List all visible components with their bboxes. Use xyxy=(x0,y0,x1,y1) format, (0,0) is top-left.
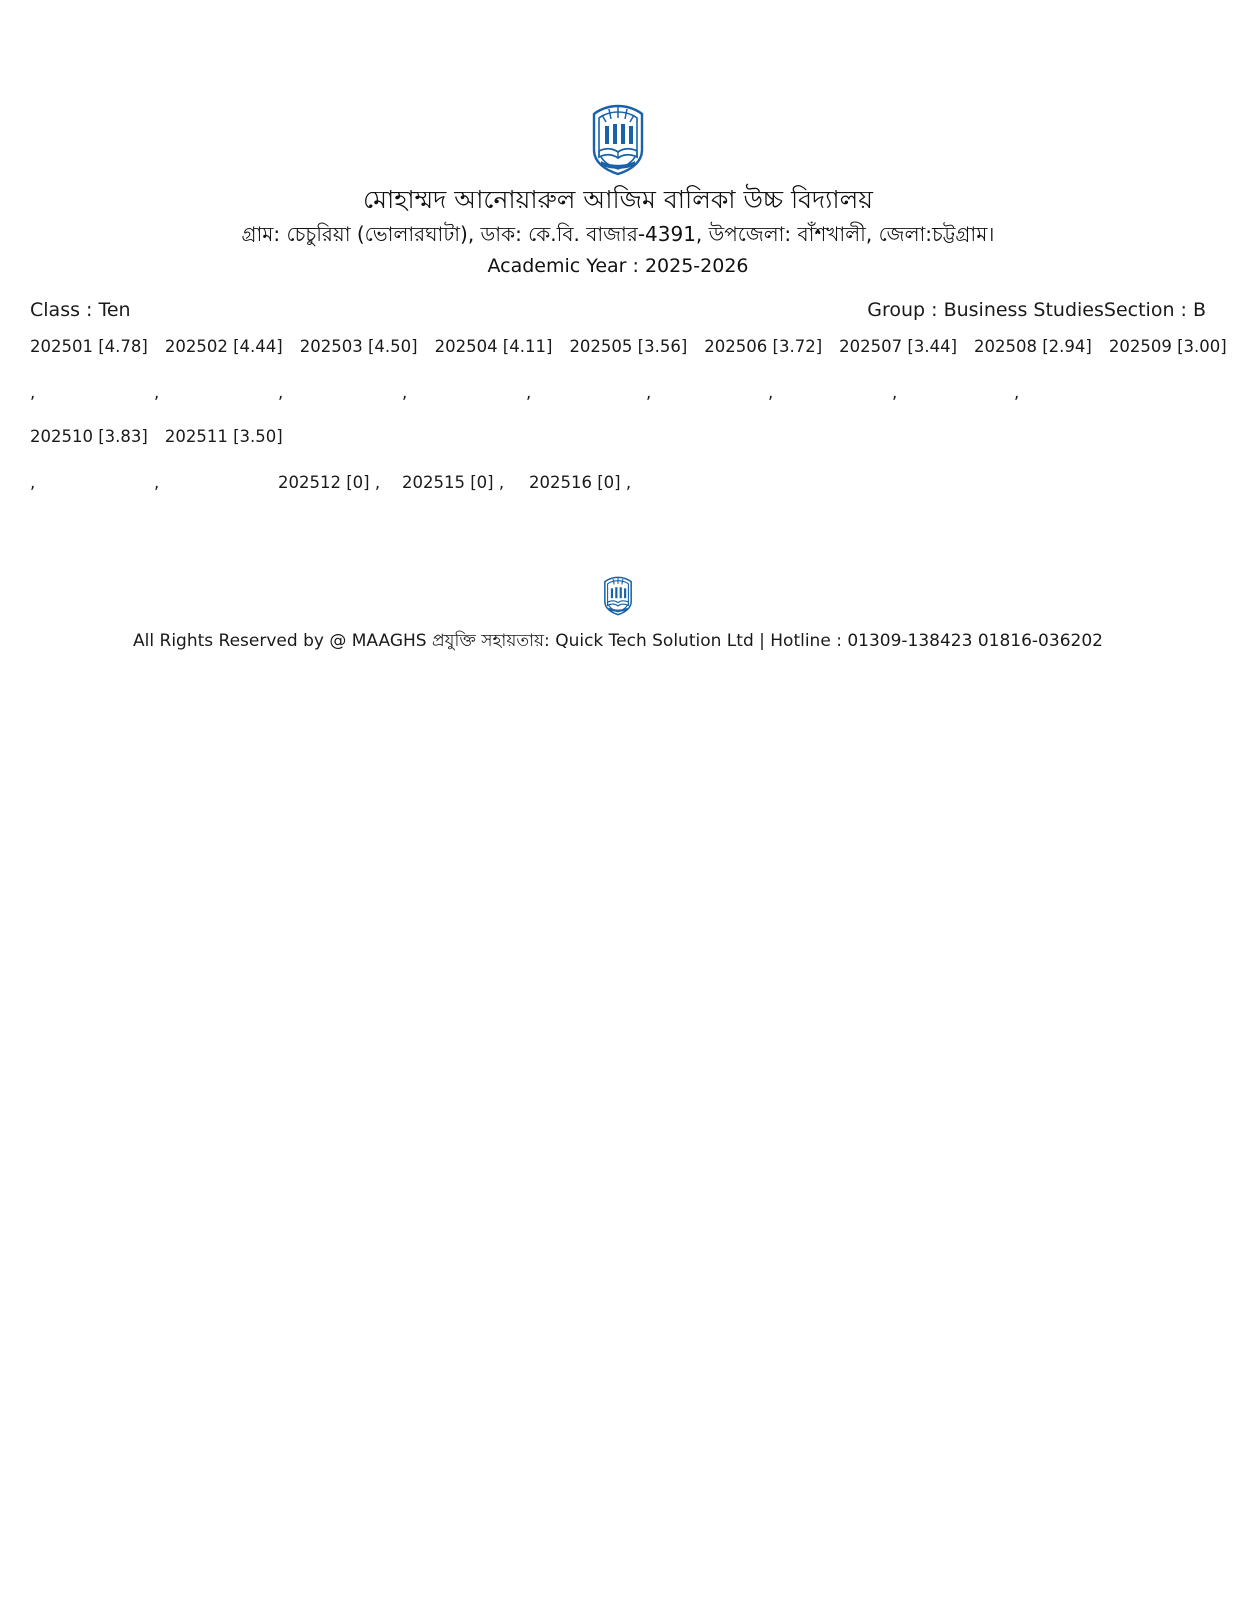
roll-item: 202511 [3.50] xyxy=(164,427,283,447)
group-label: Group : Business Studies xyxy=(867,298,1104,321)
roll-item: 202501 [4.78] xyxy=(30,336,148,356)
class-label: Class : Ten xyxy=(30,298,131,321)
school-address: গ্রাম: চেচুরিয়া (ভোলারঘাটা), ডাক: কে.বি. বাজার-4391, উপজেলা: বাঁশখালী, জেলা:চট্টগ্রাম। xyxy=(241,222,995,247)
roll-item: 202515 [0] , xyxy=(402,473,505,493)
roll-item: 202505 [3.56] xyxy=(569,336,688,356)
roll-separator: , xyxy=(1014,382,1020,402)
roll-list xyxy=(30,336,1227,493)
document-header xyxy=(30,0,1206,279)
roll-separator: , xyxy=(278,382,284,402)
school-crest-icon xyxy=(601,576,635,616)
roll-separator: , xyxy=(402,382,408,402)
roll-item: 202503 [4.50] xyxy=(299,336,418,356)
roll-item: 202516 [0] , xyxy=(529,473,632,493)
roll-separator: , xyxy=(646,382,652,402)
roll-separator: , xyxy=(30,382,36,402)
document-footer xyxy=(30,576,1206,652)
roll-separator: , xyxy=(30,473,36,493)
roll-item: 202509 [3.00] xyxy=(1108,336,1227,356)
roll-row-2 xyxy=(30,427,1206,447)
class-meta-row xyxy=(30,299,1206,321)
school-name: মোহাম্মদ আনোয়ারুল আজিম বালিকা উচ্চ বিদ্যালয় xyxy=(362,185,874,214)
group-section-wrap xyxy=(867,299,1206,321)
roll-item: 202507 [3.44] xyxy=(839,336,958,356)
roll-item: 202512 [0] , xyxy=(278,473,381,493)
roll-item: 202502 [4.44] xyxy=(164,336,283,356)
roll-separator: , xyxy=(892,382,898,402)
roll-separator: , xyxy=(154,473,160,493)
roll-item: 202510 [3.83] xyxy=(30,427,148,447)
footer-credit: All Rights Reserved by @ MAAGHS প্রযুক্তি সহায়তায়: Quick Tech Solution Ltd | Hotline : 01309-138423 01816-036202 xyxy=(133,630,1103,651)
roll-item: 202508 [2.94] xyxy=(974,336,1092,356)
roll-row-1 xyxy=(30,336,1227,357)
academic-year: Academic Year : 2025-2026 xyxy=(487,255,749,278)
roll-item: 202504 [4.11] xyxy=(434,336,553,356)
section-label: Section : B xyxy=(1103,298,1206,321)
roll-separator: , xyxy=(768,382,774,402)
header-logo-wrap xyxy=(30,104,1206,176)
roll-row-3 xyxy=(30,475,1206,492)
roll-separator: , xyxy=(154,382,160,402)
roll-item: 202506 [3.72] xyxy=(704,336,823,356)
roll-separator: , xyxy=(526,382,532,402)
roll-separator-row-1 xyxy=(30,382,1206,402)
school-crest-icon xyxy=(587,104,649,176)
